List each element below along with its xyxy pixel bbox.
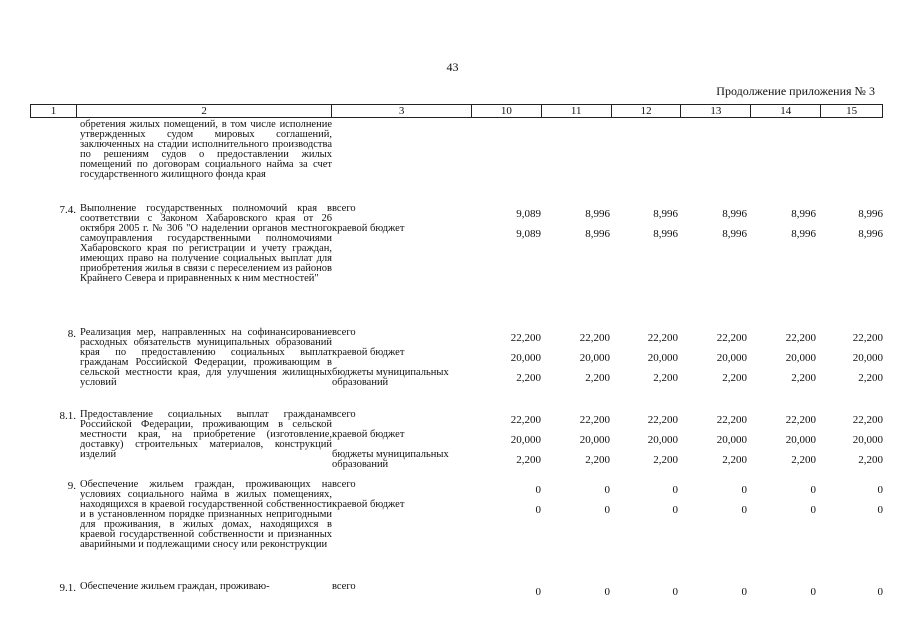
column-header: 2 bbox=[77, 105, 332, 117]
value-cell: 9,089 bbox=[516, 228, 541, 240]
value-cell: 2,200 bbox=[791, 454, 816, 466]
value-cell: 20,000 bbox=[510, 434, 541, 446]
value-cell: 20,000 bbox=[579, 352, 610, 364]
value-cell: 0 bbox=[535, 504, 541, 516]
value-cell: 8,996 bbox=[653, 208, 678, 220]
value-cell: 22,200 bbox=[510, 414, 541, 426]
value-cell: 20,000 bbox=[785, 434, 816, 446]
value-cell: 20,000 bbox=[785, 352, 816, 364]
row-description: обретения жилых помещений, в том числе исполнение утвержденных судом мировых соглашений, заключенных на стадии исполнительного производства по решениям судов о предоставлении жилых помещений по договорам социального найма за счет государственного жилищного фонда края bbox=[80, 119, 332, 180]
funding-source: всего bbox=[332, 409, 356, 420]
value-cell: 0 bbox=[877, 586, 883, 598]
value-cell: 22,200 bbox=[785, 332, 816, 344]
value-cell: 20,000 bbox=[852, 434, 883, 446]
funding-source: всего bbox=[332, 581, 356, 592]
value-cell: 22,200 bbox=[647, 414, 678, 426]
value-cell: 22,200 bbox=[579, 332, 610, 344]
value-cell: 0 bbox=[741, 586, 747, 598]
row-number: 8.1. bbox=[59, 410, 76, 422]
column-header: 14 bbox=[751, 105, 821, 117]
page-number: 43 bbox=[446, 60, 459, 74]
value-cell: 0 bbox=[672, 586, 678, 598]
funding-source: краевой бюджет bbox=[332, 499, 405, 510]
value-cell: 20,000 bbox=[579, 434, 610, 446]
value-cell: 20,000 bbox=[716, 352, 747, 364]
appendix-label: Продолжение приложения № 3 bbox=[716, 84, 875, 98]
row-description: Обеспечение жильем граждан, проживаю- bbox=[80, 581, 270, 592]
value-cell: 0 bbox=[604, 484, 610, 496]
value-cell: 20,000 bbox=[510, 352, 541, 364]
value-cell: 8,996 bbox=[585, 208, 610, 220]
value-cell: 2,200 bbox=[722, 454, 747, 466]
value-cell: 20,000 bbox=[852, 352, 883, 364]
table-row bbox=[30, 582, 883, 622]
row-description: Реализация мер, направленных на софинансирование расходных обязательств муниципальных образований края по предоставлению социальных выплат гражданам Российской Федерации, проживающим в сельской местности края, для улучшения жилищных условий bbox=[80, 327, 332, 388]
value-cell: 22,200 bbox=[579, 414, 610, 426]
value-cell: 2,200 bbox=[858, 454, 883, 466]
value-cell: 2,200 bbox=[516, 454, 541, 466]
value-cell: 2,200 bbox=[653, 372, 678, 384]
value-cell: 2,200 bbox=[791, 372, 816, 384]
row-number: 9. bbox=[67, 480, 76, 492]
value-cell: 2,200 bbox=[585, 454, 610, 466]
value-cell: 22,200 bbox=[852, 332, 883, 344]
value-cell: 8,996 bbox=[858, 228, 883, 240]
column-header: 11 bbox=[542, 105, 612, 117]
value-cell: 9,089 bbox=[516, 208, 541, 220]
value-cell: 22,200 bbox=[647, 332, 678, 344]
value-cell: 0 bbox=[672, 504, 678, 516]
value-cell: 0 bbox=[535, 484, 541, 496]
column-header: 12 bbox=[612, 105, 682, 117]
value-cell: 0 bbox=[877, 504, 883, 516]
table-row bbox=[30, 410, 883, 478]
value-cell: 2,200 bbox=[585, 372, 610, 384]
value-cell: 0 bbox=[810, 484, 816, 496]
table-row bbox=[30, 204, 883, 324]
value-cell: 8,996 bbox=[585, 228, 610, 240]
column-header: 3 bbox=[332, 105, 472, 117]
value-cell: 8,996 bbox=[722, 228, 747, 240]
value-cell: 22,200 bbox=[716, 332, 747, 344]
value-cell: 0 bbox=[535, 586, 541, 598]
value-cell: 2,200 bbox=[722, 372, 747, 384]
table-row bbox=[30, 120, 883, 200]
value-cell: 0 bbox=[604, 586, 610, 598]
value-cell: 22,200 bbox=[716, 414, 747, 426]
column-header: 13 bbox=[681, 105, 751, 117]
value-cell: 22,200 bbox=[852, 414, 883, 426]
column-header: 15 bbox=[846, 105, 858, 117]
value-cell: 20,000 bbox=[716, 434, 747, 446]
value-cell: 0 bbox=[877, 484, 883, 496]
value-cell: 22,200 bbox=[785, 414, 816, 426]
value-cell: 20,000 bbox=[647, 352, 678, 364]
funding-source: всего bbox=[332, 327, 356, 338]
value-cell: 8,996 bbox=[653, 228, 678, 240]
value-cell: 8,996 bbox=[722, 208, 747, 220]
value-cell: 0 bbox=[741, 504, 747, 516]
table-row bbox=[30, 328, 883, 408]
row-number: 8. bbox=[67, 328, 76, 340]
row-description: Обеспечение жильем граждан, проживающих на условиях социального найма в жилых помещениях, находящихся в краевой государственной собственности и в установленном порядке признанных непригодными для проживания, в жилых домах, находящихся в краевой государственной собственности и признанных аварийными и подлежащими сносу или реконструкции bbox=[80, 479, 332, 550]
funding-source: бюджеты муниципальных образований bbox=[332, 449, 449, 470]
value-cell: 8,996 bbox=[791, 228, 816, 240]
column-header: 1 bbox=[31, 105, 77, 117]
row-number: 7.4. bbox=[59, 204, 76, 216]
funding-source: бюджеты муниципальных образований bbox=[332, 367, 449, 388]
table-header-row bbox=[30, 104, 883, 118]
value-cell: 22,200 bbox=[510, 332, 541, 344]
value-cell: 0 bbox=[810, 586, 816, 598]
row-description: Предоставление социальных выплат гражданам Российской Федерации, проживающим в сельской местности края, на приобретение (изготовление, доставку) строительных материалов, конструкций изделий bbox=[80, 409, 332, 460]
funding-source: краевой бюджет bbox=[332, 429, 405, 440]
column-header: 10 bbox=[472, 105, 542, 117]
value-cell: 0 bbox=[810, 504, 816, 516]
value-cell: 8,996 bbox=[858, 208, 883, 220]
row-number: 9.1. bbox=[59, 582, 76, 594]
value-cell: 20,000 bbox=[647, 434, 678, 446]
row-description: Выполнение государственных полномочий края в соответствии с Законом Хабаровского края от 26 октября 2005 г. № 306 "О наделении органов местного самоуправления государственными полномочиями Хабаровского края по регистрации и учету граждан, имеющих право на получение социальных выплат для приобретения жилья в связи с переселением из районов Крайнего Севера и приравненных к ним местностей" bbox=[80, 203, 332, 284]
funding-source: всего bbox=[332, 203, 356, 214]
value-cell: 2,200 bbox=[653, 454, 678, 466]
table-row bbox=[30, 480, 883, 580]
value-cell: 2,200 bbox=[516, 372, 541, 384]
value-cell: 0 bbox=[741, 484, 747, 496]
funding-source: краевой бюджет bbox=[332, 347, 405, 358]
value-cell: 0 bbox=[604, 504, 610, 516]
value-cell: 8,996 bbox=[791, 208, 816, 220]
funding-source: краевой бюджет bbox=[332, 223, 405, 234]
value-cell: 2,200 bbox=[858, 372, 883, 384]
funding-source: всего bbox=[332, 479, 356, 490]
value-cell: 0 bbox=[672, 484, 678, 496]
